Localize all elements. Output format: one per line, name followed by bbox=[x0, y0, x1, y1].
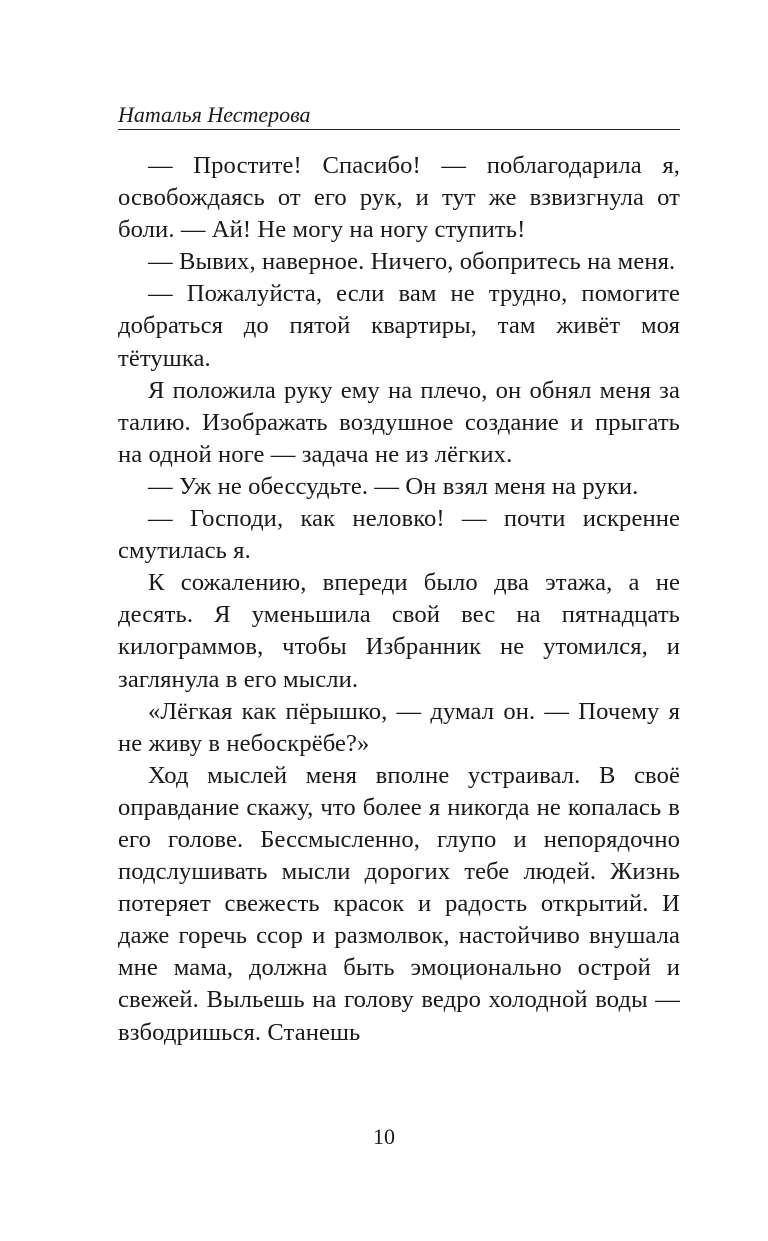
header-divider bbox=[118, 129, 680, 130]
body-text bbox=[118, 150, 680, 1049]
paragraph: — Простите! Спасибо! — поблагодарила я, освобождаясь от его рук, и тут же взвизгнула от боли. — Ай! Не могу на ногу ступить! bbox=[118, 152, 680, 244]
paragraph: Ход мыслей меня вполне устраивал. В своё оправдание скажу, что более я никогда не копалась в его голове. Бессмысленно, глупо и непорядочно подслушивать мысли дорогих тебе людей. Жизнь потеряет свежесть красок и радость открытий. И даже горечь ссор и размолвок, настойчиво внушала мне мама, должна быть эмоционально острой и свежей. Выльешь на голову ведро холодной воды — взбодришься. Станешь bbox=[118, 761, 680, 1046]
paragraph: К сожалению, впереди было два этажа, а не десять. Я уменьшила свой вес на пятнадцать килограммов, чтобы Избранник не утомился, и заглянула в его мысли. bbox=[118, 569, 680, 693]
running-head-author: Наталья Нестерова bbox=[118, 102, 311, 127]
paragraph: — Уж не обессудьте. — Он взял меня на руки. bbox=[148, 472, 639, 500]
paragraph: — Пожалуйста, если вам не трудно, помогите добраться до пятой квартиры, там живёт моя тётушка. bbox=[118, 280, 680, 372]
paragraph: «Лёгкая как пёрышко, — думал он. — Почему я не живу в небоскрёбе?» bbox=[118, 697, 680, 757]
paragraph: — Вывих, наверное. Ничего, обопритесь на меня. bbox=[148, 248, 676, 276]
paragraph: — Господи, как неловко! — почти искренне смутилась я. bbox=[118, 505, 680, 565]
page-number: 10 bbox=[373, 1124, 395, 1149]
paragraph: Я положила руку ему на плечо, он обнял меня за талию. Изображать воздушное создание и прыгать на одной ноге — задача не из лёгких. bbox=[118, 376, 680, 468]
